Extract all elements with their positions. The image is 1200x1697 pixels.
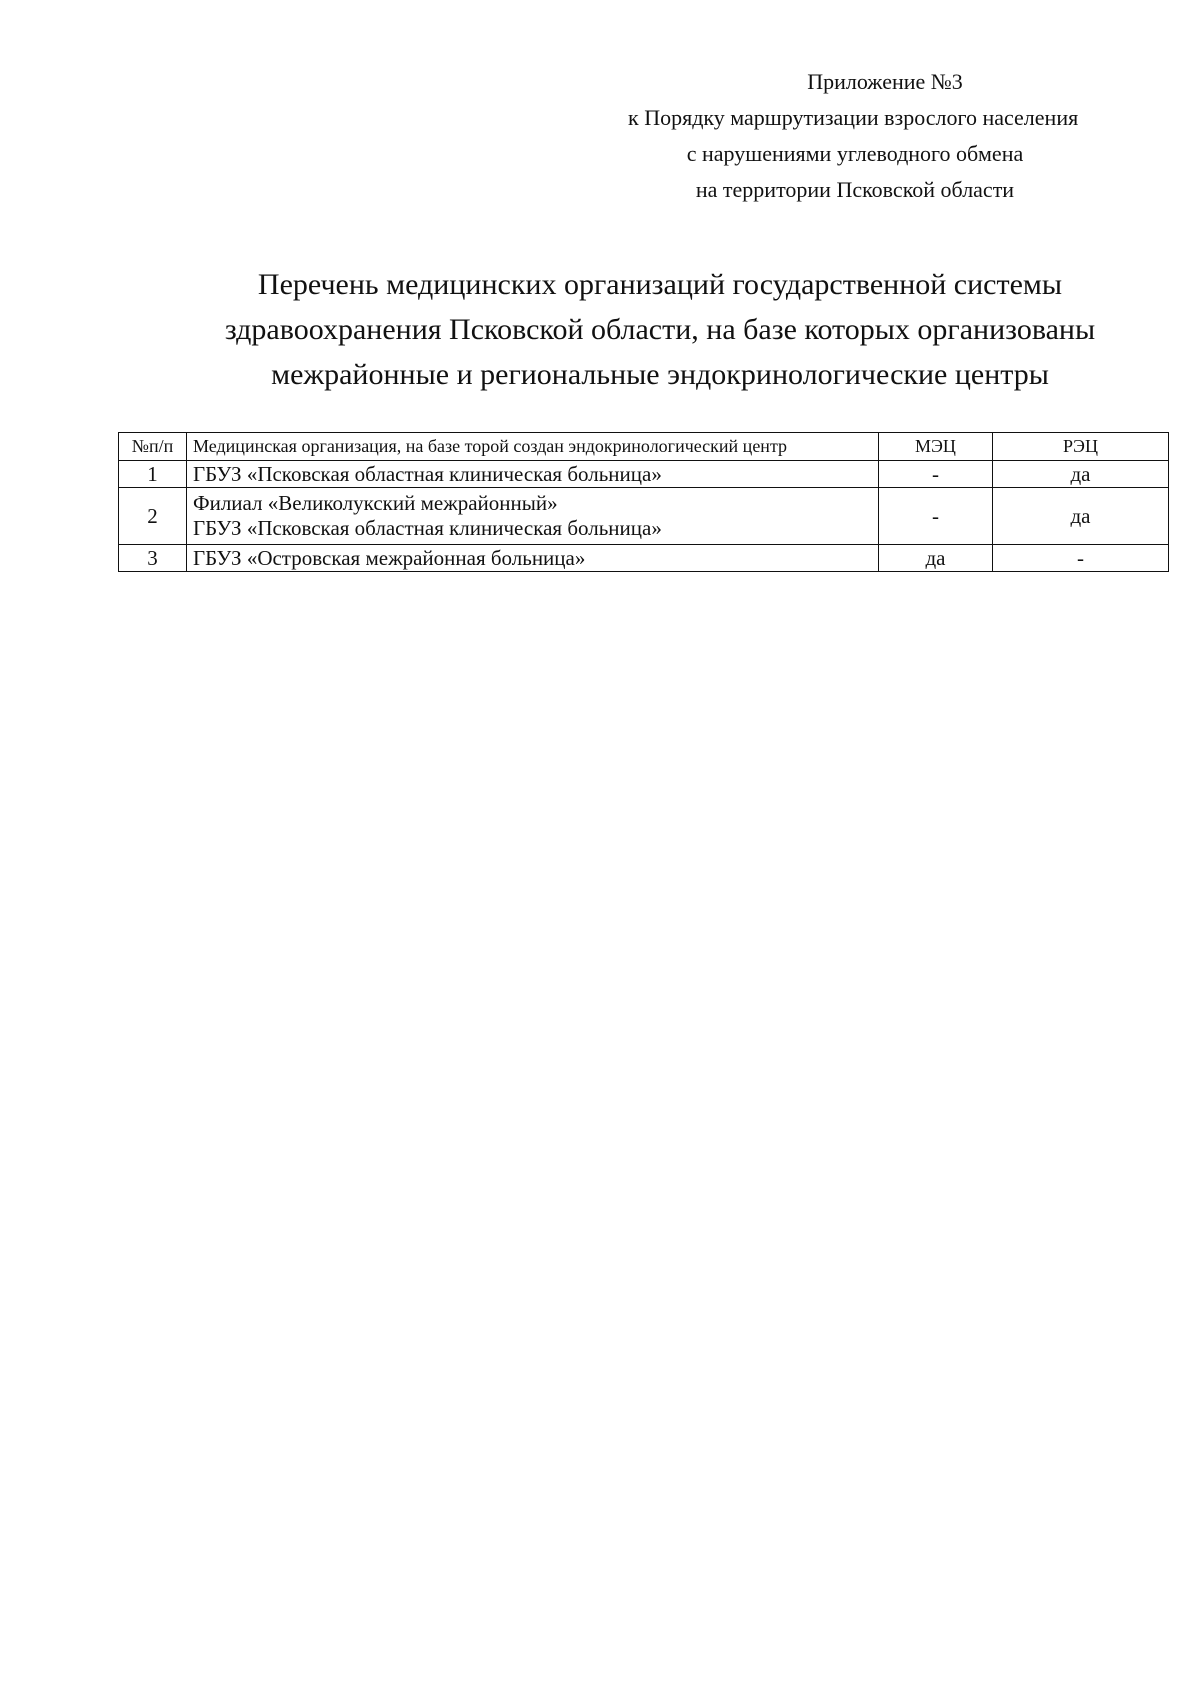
header-num: №п/п (119, 433, 187, 461)
table-row (119, 461, 1169, 488)
title-line: Перечень медицинских организаций государственной системы (257, 268, 1063, 301)
title-line: межрайонные и региональные эндокринологические центры (271, 358, 1049, 391)
row-mec: - (879, 488, 993, 545)
appendix-line: с нарушениями углеводного обмена (686, 141, 1024, 166)
document-title (200, 262, 1120, 397)
table-header-row (119, 433, 1169, 461)
row-num: 1 (119, 461, 187, 488)
row-organization (187, 488, 879, 545)
row-rec: - (993, 545, 1169, 572)
header-mec: МЭЦ (879, 433, 993, 461)
appendix-header (560, 64, 1150, 208)
table-row (119, 488, 1169, 545)
row-organization: ГБУЗ «Островская межрайонная больница» (187, 545, 879, 572)
centers-table (118, 432, 1169, 572)
row-mec: да (879, 545, 993, 572)
organization-line: Филиал «Великолукский межрайонный» (193, 491, 558, 515)
row-rec: да (993, 488, 1169, 545)
row-rec: да (993, 461, 1169, 488)
row-num: 2 (119, 488, 187, 545)
row-mec: - (879, 461, 993, 488)
row-organization: ГБУЗ «Псковская областная клиническая больница» (187, 461, 879, 488)
appendix-line: к Порядку маршрутизации взрослого населения (628, 105, 1079, 130)
header-rec: РЭЦ (993, 433, 1169, 461)
row-num: 3 (119, 545, 187, 572)
appendix-line: на территории Псковской области (695, 177, 1015, 202)
table-row (119, 545, 1169, 572)
header-organization: Медицинская организация, на базе торой создан эндокринологический центр (187, 433, 879, 461)
organization-line: ГБУЗ «Псковская областная клиническая больница» (193, 516, 662, 540)
title-line: здравоохранения Псковской области, на базе которых организованы (224, 313, 1096, 346)
appendix-line: Приложение №3 (807, 69, 963, 94)
